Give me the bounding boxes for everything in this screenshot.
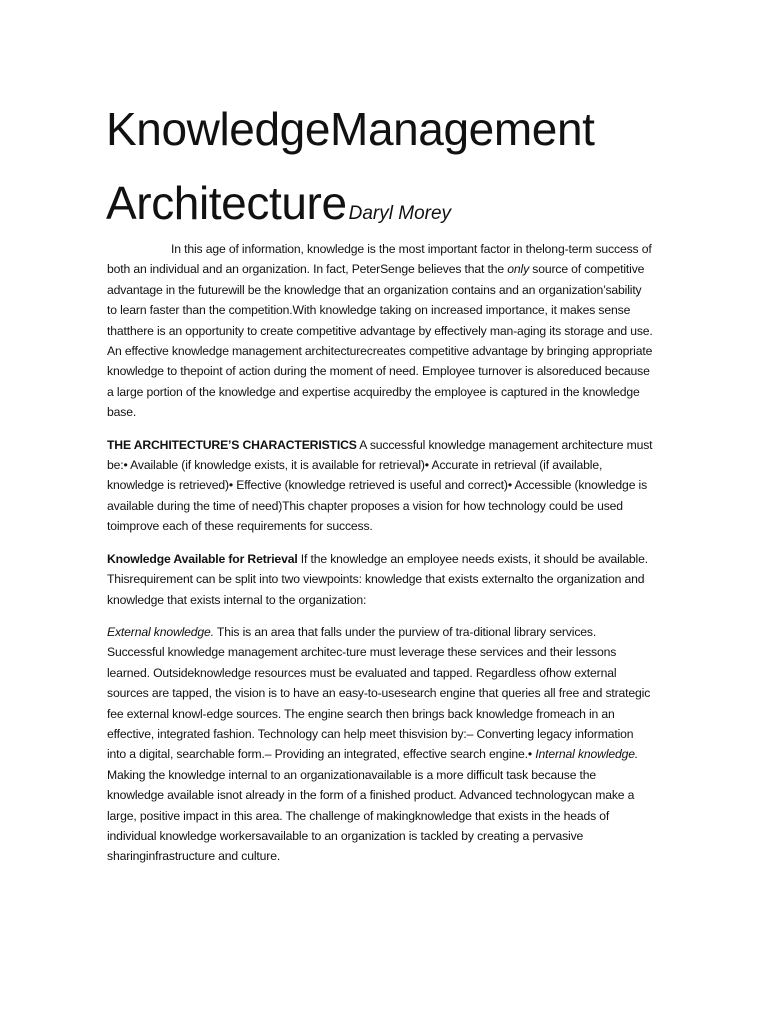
- document-body: [107, 239, 653, 879]
- document-title: [106, 92, 726, 251]
- intro-text-b: source of competitive advantage in the futurewill be the knowledge that an organization contains and an organization’sability to learn faster than the competition.With knowledge taking on increased importance, it makes sense thatthere is an opportunity to create competitive advantage by effectively man-aging its storage and use. An effective knowledge management architecturecreates competitive advantage by bringing appropriate knowledge to thepoint of action during the moment of need. Employee turnover is alsoreduced because a large portion of the knowledge and expertise acquiredby the employee is captured in the knowledge base.: [107, 262, 653, 420]
- paragraph-external-internal: [107, 622, 653, 867]
- paragraph-retrieval: [107, 549, 653, 610]
- title-line-1: KnowledgeManagement: [106, 103, 595, 155]
- paragraph-characteristics: [107, 435, 653, 537]
- title-line-2: Architecture: [106, 177, 347, 229]
- characteristics-text: A successful knowledge management architecture must be:• Available (if knowledge exists, it is available for retrieval)• Accurate in retrieval (if available, knowledge is retrieved)• Effective (knowledge retrieved is useful and correct)• Accessible (knowledge is available during the time of need)This chapter proposes a vision for how technology could be used toimprove each of these requirements for success.: [107, 437, 653, 534]
- paragraph-intro: [107, 239, 653, 423]
- author-name: Daryl Morey: [348, 203, 452, 224]
- internal-knowledge-text: Making the knowledge internal to an organizationavailable is a more difficult task because the knowledge available isnot already in the form of a finished product. Advanced technologycan make a large, positive impact in this area. The challenge of makingknowledge that exists in the heads of individual knowledge workersavailable to an organization is tackled by creating a pervasive sharinginfrastructure and culture.: [107, 767, 635, 864]
- external-knowledge-text: This is an area that falls under the purview of tra-ditional library services. Successful knowledge management architec-ture must leverage these services and their lessons learned. Outsideknowledge resources must be evaluated and tapped. Regardless ofhow external sources are tapped, the vision is to have an easy-to-usesearch engine that queries all free and strategic fee external knowl-edge sources. The engine search then brings back knowledge fromeach in an effective, integrated fashion. Technology can help meet thisvision by:– Converting legacy information into a digital, searchable form.– Providing an integrated, effective search engine.•: [107, 624, 651, 762]
- intro-text-a: In this age of information, knowledge is the most important factor in thelong-term success of both an individual and an organization. In fact, PeterSenge believes that the: [107, 242, 652, 277]
- retrieval-text: If the knowledge an employee needs exists, it should be available. Thisrequirement can be split into two viewpoints: knowledge that exists externalto the organization and knowledge that exists internal to the organization:: [107, 551, 648, 607]
- external-knowledge-label: External knowledge.: [107, 624, 214, 639]
- internal-knowledge-label: Internal knowledge.: [535, 747, 639, 762]
- intro-emphasis: only: [507, 262, 530, 277]
- characteristics-heading: THE ARCHITECTURE’S CHARACTERISTICS: [107, 437, 357, 452]
- retrieval-heading: Knowledge Available for Retrieval: [107, 551, 298, 566]
